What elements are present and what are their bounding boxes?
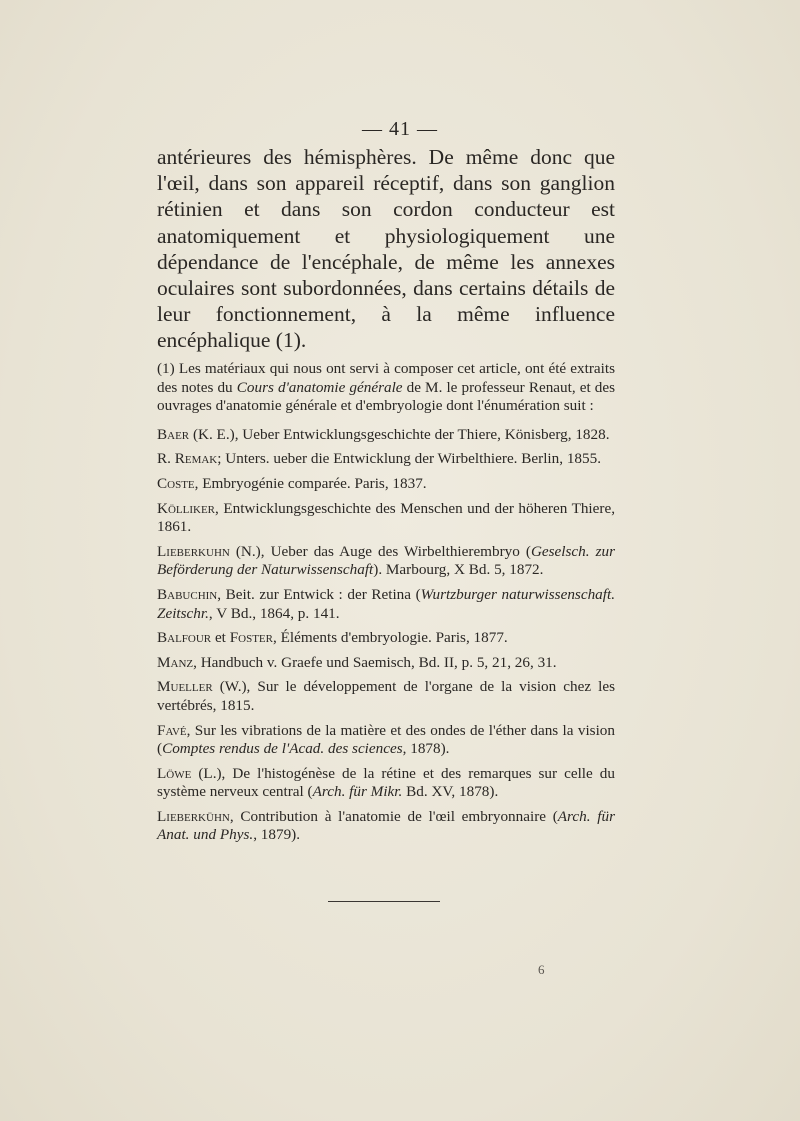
reference-text-tail: , Éléments d'embryologie. Paris, 1877. bbox=[273, 629, 508, 647]
reference-text: , Embryogénie comparée. Paris, 1837. bbox=[194, 474, 427, 492]
reference-item bbox=[157, 450, 615, 469]
reference-author: R. Remak bbox=[157, 450, 218, 468]
reference-item bbox=[157, 629, 615, 648]
reference-author: Mueller bbox=[157, 678, 213, 696]
reference-author: Coste bbox=[157, 474, 195, 492]
reference-italic: Geselsch. zur Beförderung der Naturwissenschaft bbox=[157, 542, 616, 579]
reference-item bbox=[157, 500, 615, 537]
reference-italic: Arch. für Mikr. bbox=[312, 783, 403, 801]
footnote-intro bbox=[157, 360, 615, 416]
reference-italic: Comptes rendus de l'Acad. des sciences bbox=[162, 740, 403, 758]
reference-text: , Beit. zur Entwick : der Retina ( bbox=[217, 585, 421, 603]
reference-text: (K. E.), Ueber Entwicklungsgeschichte der Thiere, Könisberg, 1828. bbox=[189, 425, 610, 443]
main-paragraph: antérieures des hémisphères. De même donc que l'œil, dans son appareil réceptif, dans son ganglion rétinien et dans son cordon conducteur est anatomiquement et physiologiquement une dépendance de l'encéphale, de même les annexes oculaires sont subordonnées, dans certains détails de leur fonctionnement, à la même influence encéphalique (1). bbox=[157, 145, 615, 353]
footnote-block bbox=[157, 360, 615, 851]
reference-text: , Contribution à l'anatomie de l'œil embryonnaire ( bbox=[229, 807, 558, 825]
reference-text: ; Unters. ueber die Entwicklung der Wirbelthiere. Berlin, 1855. bbox=[217, 450, 602, 468]
reference-author: Löwe bbox=[157, 764, 192, 782]
reference-italic: Arch. für Anat. und Phys. bbox=[157, 807, 615, 844]
reference-author: Lieberkühn bbox=[157, 807, 230, 825]
reference-text: , Handbuch v. Graefe und Saemisch, Bd. II, p. 5, 21, 26, 31. bbox=[193, 653, 557, 671]
reference-author: Balfour bbox=[157, 629, 212, 647]
reference-author: Lieberkuhn bbox=[157, 542, 230, 560]
reference-text: (L.), De l'histogénèse de la rétine et des remarques sur celle du système nerveux central ( bbox=[157, 764, 615, 801]
footnote-intro-text-a: (1) Les matériaux qui nous ont servi à composer cet article, ont été extraits des notes du bbox=[157, 360, 615, 396]
main-text bbox=[157, 144, 615, 354]
reference-text-tail: , V Bd., 1864, p. 141. bbox=[208, 604, 340, 622]
reference-item bbox=[157, 654, 615, 673]
page-number: — 41 — bbox=[362, 118, 438, 140]
reference-author: Manz bbox=[157, 653, 194, 671]
reference-italic: Wurtzburger naturwissenschaft. Zeitschr. bbox=[157, 585, 615, 622]
reference-item bbox=[157, 808, 615, 845]
reference-item bbox=[157, 426, 615, 445]
reference-text: (N.), Ueber das Auge des Wirbelthierembryo ( bbox=[229, 542, 531, 560]
reference-item bbox=[157, 722, 615, 759]
reference-text-tail: ). Marbourg, X Bd. 5, 1872. bbox=[373, 561, 544, 579]
reference-text: , Sur les vibrations de la matière et des ondes de l'éther dans la vision ( bbox=[157, 721, 615, 758]
reference-author: Babuchin bbox=[157, 585, 218, 603]
footnote-intro-italic: Cours d'anatomie générale bbox=[236, 378, 403, 396]
reference-text-tail: , 1879). bbox=[253, 826, 301, 844]
reference-text: (W.), Sur le développement de l'organe de la vision chez les vertébrés, 1815. bbox=[157, 678, 615, 714]
reference-item bbox=[157, 475, 615, 494]
reference-item bbox=[157, 765, 615, 802]
reference-author-2: Foster bbox=[229, 629, 273, 647]
reference-text: et bbox=[211, 629, 230, 647]
signature-mark: 6 bbox=[538, 962, 545, 977]
reference-author: Favé bbox=[157, 721, 187, 739]
reference-item bbox=[157, 586, 615, 623]
reference-author: Kölliker bbox=[157, 499, 216, 517]
reference-item bbox=[157, 543, 615, 580]
reference-text-tail: Bd. XV, 1878). bbox=[402, 783, 499, 801]
reference-item bbox=[157, 678, 615, 715]
reference-text: , Entwicklungsgeschichte des Menschen und der höheren Thiere, 1861. bbox=[157, 499, 615, 536]
reference-author: Baer bbox=[157, 425, 190, 443]
section-divider bbox=[328, 901, 440, 902]
footnote-intro-text-b: de M. le professeur Renaut, et des ouvrages d'anatomie générale et d'embryologie dont l'énumération suit : bbox=[157, 378, 616, 415]
reference-text-tail: , 1878). bbox=[402, 740, 450, 758]
